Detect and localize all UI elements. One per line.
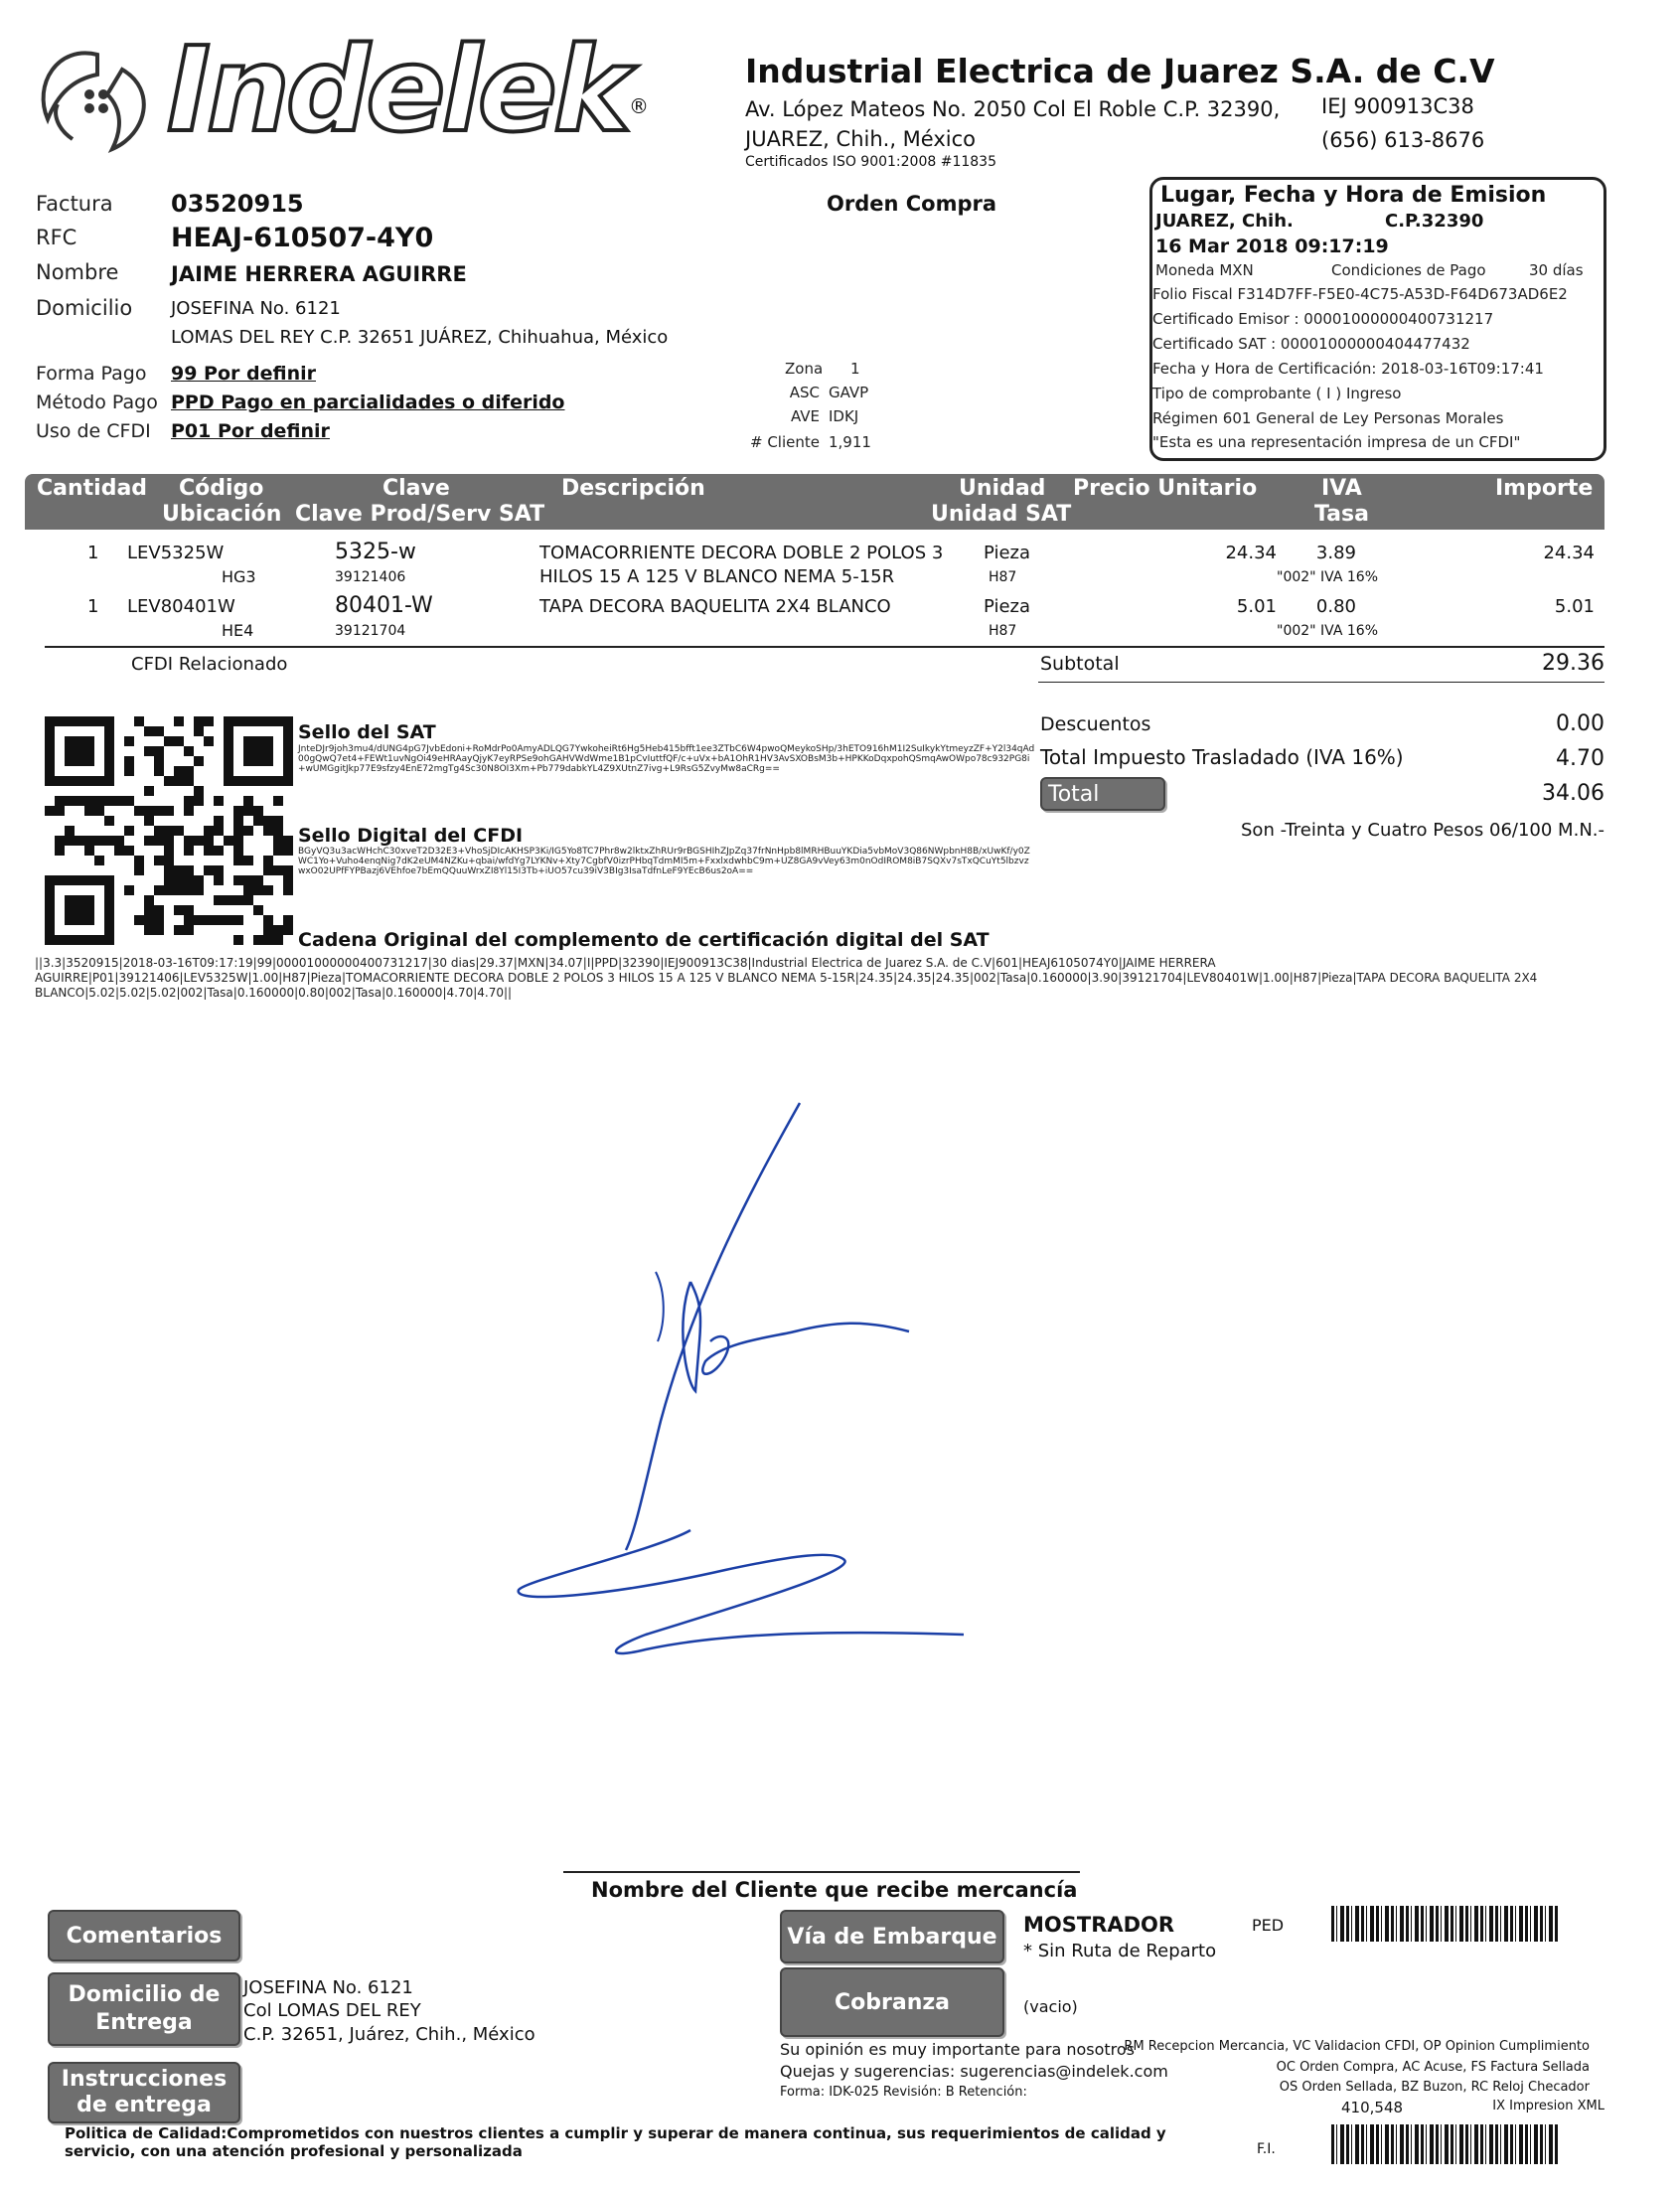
metodo-pago-label: Método Pago <box>36 391 158 413</box>
uso-cfdi-label: Uso de CFDI <box>36 420 151 442</box>
ave-label: AVE <box>790 407 820 425</box>
row-unidad-sat: H87 <box>989 569 1017 585</box>
cobranza-value: (vacio) <box>1023 1997 1078 2016</box>
table-row <box>25 592 1604 646</box>
opinion: Su opinión es muy importante para nosotros <box>780 2040 1136 2059</box>
qr-code <box>45 716 293 945</box>
domicilio-entrega-label: Domicilio de Entrega <box>48 1972 240 2046</box>
row-importe: 5.01 <box>1554 596 1595 617</box>
fi-label: F.I. <box>1257 2141 1276 2157</box>
cfdi-relacionado: CFDI Relacionado <box>131 654 288 675</box>
h-precio: Precio Unitario <box>1073 476 1258 501</box>
zona-value: 1 <box>850 360 860 378</box>
row-desc2: HILOS 15 A 125 V BLANCO NEMA 5-15R <box>539 566 895 587</box>
h-iva: IVA <box>1321 476 1362 501</box>
codes-line2: OC Orden Compra, AC Acuse, FS Factura Sellada <box>1276 2060 1590 2075</box>
quejas: Quejas y sugerencias: sugerencias@indelek.com <box>780 2062 1168 2081</box>
forma-pago-label: Forma Pago <box>36 363 147 385</box>
recibe-label: Nombre del Cliente que recibe mercancía <box>591 1878 1078 1902</box>
company-name: Industrial Electrica de Juarez S.A. de C.V <box>745 52 1495 90</box>
ped: PED <box>1252 1916 1285 1935</box>
rfc-label: RFC <box>36 226 77 249</box>
folio-fiscal: Folio Fiscal F314D7FF-F5E0-4C75-A53D-F64D673AD6E2 <box>1152 285 1568 303</box>
row-tasa: "002" IVA 16% <box>1277 569 1379 585</box>
row-tasa: "002" IVA 16% <box>1277 623 1379 639</box>
h-ubicacion: Ubicación <box>162 502 282 527</box>
row-ubicacion: HE4 <box>222 621 254 640</box>
cert-emisor: Certificado Emisor : 00001000000400731217 <box>1152 310 1494 328</box>
impuesto-label: Total Impuesto Trasladado (IVA 16%) <box>1040 745 1404 769</box>
h-importe: Importe <box>1495 476 1594 501</box>
factura-label: Factura <box>36 192 113 216</box>
row-importe: 24.34 <box>1543 543 1595 563</box>
codes-line1: RM Recepcion Mercancia, VC Validacion CFDI, OP Opinion Cumplimiento <box>1124 2039 1590 2054</box>
dias: 30 días <box>1529 261 1584 279</box>
via-embarque-label: Vía de Embarque <box>780 1910 1004 1963</box>
politica-label: Politica de Calidad: <box>65 2124 228 2142</box>
barcode-bottom <box>1331 2124 1560 2164</box>
row-clave-sat: 39121704 <box>335 623 406 639</box>
subtotal-line <box>1038 682 1604 683</box>
row-cantidad: 1 <box>87 596 99 617</box>
impuesto-value: 4.70 <box>1556 746 1604 771</box>
subtotal-value: 29.36 <box>1542 651 1604 676</box>
row-iva: 0.80 <box>1315 596 1356 617</box>
cadena-title: Cadena Original del complemento de certificación digital del SAT <box>298 929 990 951</box>
h-clave-sat: Clave Prod/Serv SAT <box>295 502 545 527</box>
emision-datetime: 16 Mar 2018 09:17:19 <box>1155 235 1389 257</box>
moneda: Moneda MXN <box>1155 261 1254 279</box>
h-codigo: Código <box>179 476 264 501</box>
row-codigo: LEV80401W <box>127 596 235 617</box>
emision-title: Lugar, Fecha y Hora de Emision <box>1160 183 1547 208</box>
forma-revision: Forma: IDK-025 Revisión: B Retención: <box>780 2085 1027 2100</box>
sello-cfdi-text: BGyVQ3u3acWHchC30xveT2D32E3+VhoSjDIcAKHSP3Ki/IG5Yo8TC7Phr8w2lktxZhRUr9rBGSHIhZJpZq37frNnHpb8lMRHBuuYKDia5vbMoV3Q86NWpbnH8B/xUwKf/y0ZWC1Yo+Vuho4enqNig7dK2eUM4NZKu+qbai/wfdYg7LYKNv+Xty7CgbfV0izrPHbqTdmMI5m+FxxlxdwhbC9m+UZ8GA9vVey63m0nOdIROM8iB7SQXv7sTxQCuYt5lbzvzwxO02UPfFYPBazj6VEhfoe7bEmQQuuWrxZI8Yl15I3Tb+iUO57cu39iV3BIg3IsaTdfnLeF9YEcB6us2oA== <box>298 847 1030 876</box>
nombre-label: Nombre <box>36 260 119 284</box>
company-rfc: IEJ 900913C38 <box>1321 94 1474 118</box>
row-cantidad: 1 <box>87 543 99 563</box>
dom-entrega-2: Col LOMAS DEL REY <box>243 2000 421 2021</box>
h-unidad-sat: Unidad SAT <box>931 502 1072 527</box>
qr-code-icon <box>45 716 293 945</box>
row-unidad: Pieza <box>984 596 1031 617</box>
instrucciones-label: Instrucciones de entrega <box>48 2062 240 2123</box>
row-unidad: Pieza <box>984 543 1031 563</box>
company-phone: (656) 613-8676 <box>1321 128 1485 152</box>
row-desc1: TOMACORRIENTE DECORA DOBLE 2 POLOS 3 <box>539 543 944 563</box>
uso-cfdi-value: P01 Por definir <box>171 420 330 442</box>
fecha-cert: Fecha y Hora de Certificación: 2018-03-16T09:17:41 <box>1152 360 1544 378</box>
company-address1: Av. López Mateos No. 2050 Col El Roble C.P. 32390, <box>745 97 1281 121</box>
importe-letra: Son -Treinta y Cuatro Pesos 06/100 M.N.- <box>1241 820 1604 841</box>
ave-value: IDKJ <box>829 407 859 425</box>
tipo-comprobante: Tipo de comprobante ( I ) Ingreso <box>1152 385 1402 402</box>
politica-text: Comprometidos con nuestros clientes a cumplir y superar de manera continua, sus requerimientos de calidad y servicio, con una atención profesional y personalizada <box>65 2124 1166 2160</box>
company-logo <box>28 21 664 164</box>
row-precio: 24.34 <box>1225 543 1277 563</box>
row-unidad-sat: H87 <box>989 623 1017 639</box>
row-clave: 80401-W <box>335 593 433 618</box>
regimen: Régimen 601 General de Ley Personas Morales <box>1152 409 1504 427</box>
folio-number: 410,548 <box>1341 2099 1404 2116</box>
dom-entrega-3: C.P. 32651, Juárez, Chih., México <box>243 2024 535 2045</box>
row-clave: 5325-w <box>335 540 416 564</box>
cadena-text: ||3.3|3520915|2018-03-16T09:17:19|99|00001000000400731217|30 dias|29.37|MXN|34.07|I|PPD|32390|IEJ900913C38|Industrial Electrica de Juarez S.A. de C.V|601|HEAJ6105074Y0|JAIME HERRERA AGUIRRE|P01|39121406|LEV5325W|1.00|H87|Pieza|TOMACORRIENTE DECORA DOBLE 2 POLOS 3 HILOS 15 A 125 V BLANCO NEMA 5-15R|24.35|24.35|24.35|002|Tasa|0.160000|3.90|39121704|LEV80401W|1.00|H87|Pieza|TAPA DECORA BAQUELITA 2X4 BLANCO|5.02|5.02|5.02|002|Tasa|0.160000|0.80|002|Tasa|0.160000|4.70|4.70|| <box>35 956 1538 1000</box>
row-codigo: LEV5325W <box>127 543 225 563</box>
condiciones-pago: Condiciones de Pago <box>1331 261 1486 279</box>
row-ubicacion: HG3 <box>222 567 256 586</box>
total-value: 34.06 <box>1542 781 1604 806</box>
codes-line3: OS Orden Sellada, BZ Buzon, RC Reloj Checador <box>1279 2080 1590 2095</box>
company-address2: JUAREZ, Chih., México <box>745 127 976 151</box>
company-iso: Certificados ISO 9001:2008 #11835 <box>745 154 996 170</box>
h-cantidad: Cantidad <box>37 476 148 501</box>
emision-city: JUAREZ, Chih. <box>1155 211 1294 232</box>
cliente-value: 1,911 <box>829 433 871 451</box>
sello-sat-title: Sello del SAT <box>298 721 436 743</box>
zona-label: Zona <box>785 360 824 378</box>
domicilio-line1: JOSEFINA No. 6121 <box>171 298 341 319</box>
swirl-logo-icon <box>28 35 167 164</box>
registered-mark: ® <box>629 94 649 118</box>
nombre-value: JAIME HERRERA AGUIRRE <box>171 262 467 286</box>
asc-value: GAVP <box>829 384 869 401</box>
row-desc1: TAPA DECORA BAQUELITA 2X4 BLANCO <box>539 596 891 617</box>
items-table-header <box>25 474 1604 530</box>
representacion: "Esta es una representación impresa de un CFDI" <box>1152 433 1521 451</box>
factura-number: 03520915 <box>171 190 304 218</box>
signature <box>497 1093 974 1669</box>
logo-wordmark: Indelek <box>167 21 628 158</box>
table-row <box>25 539 1604 592</box>
mostrador: MOSTRADOR <box>1023 1913 1175 1937</box>
cert-sat: Certificado SAT : 00001000000404477432 <box>1152 335 1470 353</box>
signature-line <box>563 1871 1080 1873</box>
table-divider <box>45 646 1604 648</box>
cobranza-label: Cobranza <box>780 1967 1004 2037</box>
h-clave: Clave <box>382 476 450 501</box>
forma-pago-value: 99 Por definir <box>171 363 316 385</box>
cliente-label: # Cliente <box>750 433 820 451</box>
orden-compra-label: Orden Compra <box>827 192 997 216</box>
politica <box>65 2124 1237 2160</box>
sello-sat-text: JnteDJr9joh3mu4/dUNG4pG7JvbEdoni+RoMdrPo0AmyADLQG7YwkoheiRt6Hg5Heb415bfft1ee3ZTbC6W4pwoQMeykoSHp/3hETO916hM1I2SuIkykYtmeyzZF+Y2l34qAd00gQwQ7et4+FEWt1uvNgOi49eHRAayQjyK7eyRPSe9ohGAHVWdWme1B1pCvIuttfQF/c+uVx+bA1OhR1HV3AvSXOBsM3b+HPKKoDqxpohQSmqAwOWpo78c932PG8i+wUMGgitJkp77E9sfzy4EnE72mgTg4Sc30N8OI3Xm+Pb779dabkYL4Z9XUtnZ7ivg+L9RsG5ZvyMw8aCRg== <box>298 744 1035 774</box>
ruta: * Sin Ruta de Reparto <box>1023 1941 1217 1961</box>
asc-label: ASC <box>789 384 820 401</box>
h-unidad: Unidad <box>959 476 1046 501</box>
domicilio-line2: LOMAS DEL REY C.P. 32651 JUÁREZ, Chihuahua, México <box>171 327 669 348</box>
descuentos-label: Descuentos <box>1040 713 1151 735</box>
sello-cfdi-title: Sello Digital del CFDI <box>298 825 524 847</box>
emision-cp: C.P.32390 <box>1385 211 1484 232</box>
domicilio-label: Domicilio <box>36 296 133 320</box>
codes-line4: IX Impresion XML <box>1492 2099 1604 2113</box>
row-iva: 3.89 <box>1315 543 1356 563</box>
h-tasa: Tasa <box>1314 502 1369 527</box>
subtotal-label: Subtotal <box>1040 653 1120 675</box>
metodo-pago-value: PPD Pago en parcialidades o diferido <box>171 391 565 413</box>
descuentos-value: 0.00 <box>1556 711 1604 736</box>
total-label-box <box>1040 777 1165 811</box>
row-precio: 5.01 <box>1236 596 1277 617</box>
row-clave-sat: 39121406 <box>335 569 406 585</box>
total-label: Total <box>1048 781 1100 807</box>
dom-entrega-1: JOSEFINA No. 6121 <box>243 1977 413 1998</box>
comentarios-label: Comentarios <box>48 1910 240 1961</box>
barcode-top <box>1331 1906 1560 1942</box>
h-descripcion: Descripción <box>561 476 705 501</box>
rfc-value: HEAJ-610507-4Y0 <box>171 223 434 253</box>
